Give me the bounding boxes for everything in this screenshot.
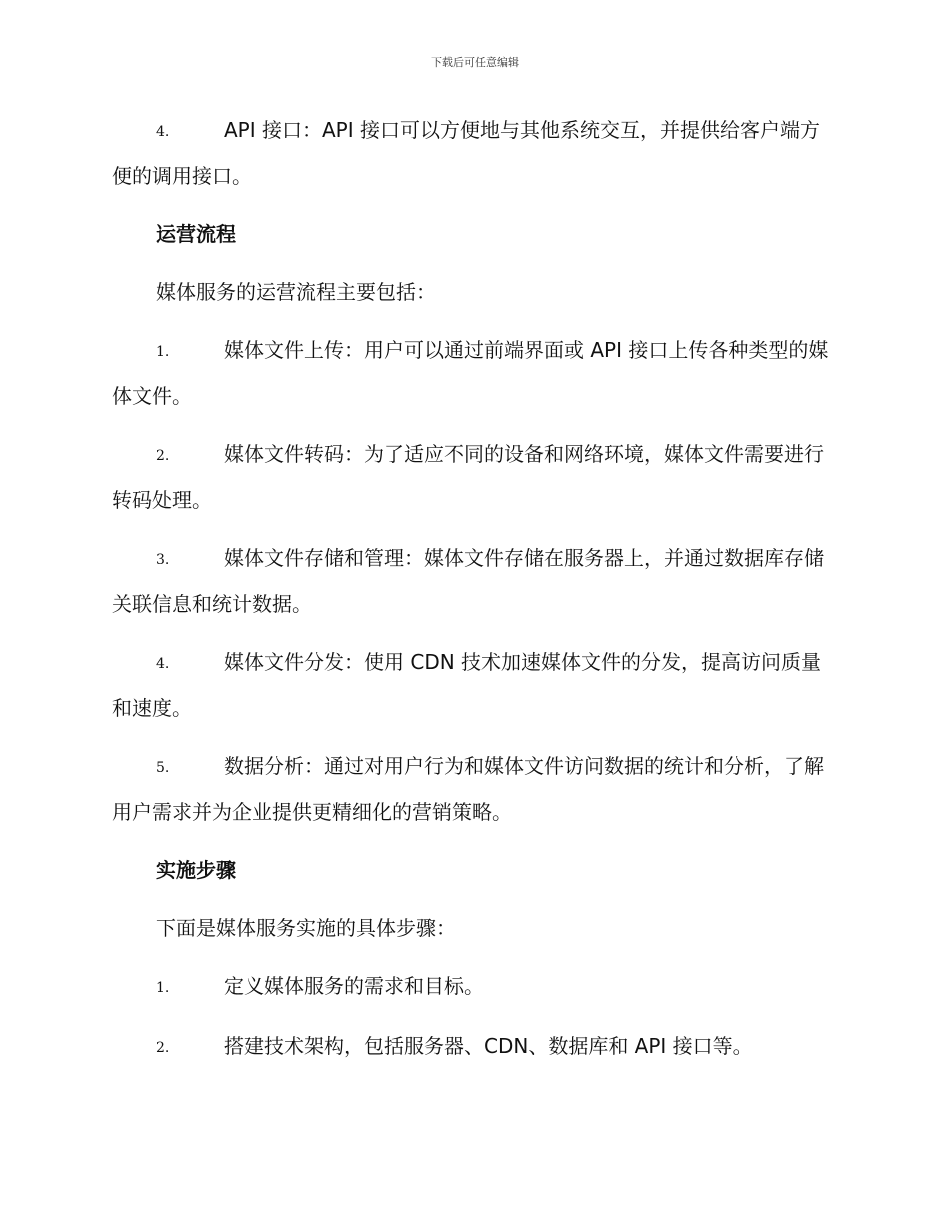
- list-item-text: 媒体文件分发：使用 CDN 技术加速媒体文件的分发，提高访问质量和速度。: [112, 650, 822, 720]
- page-header: 下载后可任意编辑: [431, 56, 519, 69]
- list-item-text: 媒体文件存储和管理：媒体文件存储在服务器上，并通过数据库存储关联信息和统计数据。: [112, 546, 824, 616]
- list-item-text: 媒体文件上传：用户可以通过前端界面或 API 接口上传各种类型的媒体文件。: [112, 338, 829, 408]
- section-heading-implementation: 实施步骤: [156, 858, 236, 882]
- list-item: [112, 432, 838, 522]
- section-intro-operation: 媒体服务的运营流程主要包括：: [156, 280, 436, 304]
- document-body: [112, 108, 838, 1084]
- list-item: [112, 536, 838, 626]
- list-number: 2.: [156, 448, 170, 464]
- section-heading-operation: 运营流程: [156, 222, 236, 246]
- list-number: 3.: [156, 552, 170, 568]
- list-item: [112, 328, 838, 418]
- list-item: [112, 964, 838, 1010]
- list-number: 4.: [156, 656, 170, 672]
- list-item-text: API 接口：API 接口可以方便地与其他系统交互，并提供给客户端方便的调用接口。: [112, 118, 820, 188]
- list-number: 5.: [156, 760, 170, 776]
- list-number: 2.: [156, 1040, 170, 1056]
- list-item-text: 定义媒体服务的需求和目标。: [224, 974, 484, 998]
- list-item: [112, 744, 838, 834]
- list-item-text: 数据分析：通过对用户行为和媒体文件访问数据的统计和分析，了解用户需求并为企业提供更精细化的营销策略。: [112, 754, 824, 824]
- list-number: 4.: [156, 124, 170, 140]
- list-number: 1.: [156, 980, 170, 996]
- list-item: [112, 640, 838, 730]
- list-item-text: 媒体文件转码：为了适应不同的设备和网络环境，媒体文件需要进行转码处理。: [112, 442, 824, 512]
- section-intro-implementation: 下面是媒体服务实施的具体步骤：: [156, 916, 456, 940]
- list-item: [112, 1024, 838, 1070]
- list-item-text: 搭建技术架构，包括服务器、CDN、数据库和 API 接口等。: [224, 1034, 753, 1058]
- list-number: 1.: [156, 344, 170, 360]
- list-item-api: [112, 108, 838, 198]
